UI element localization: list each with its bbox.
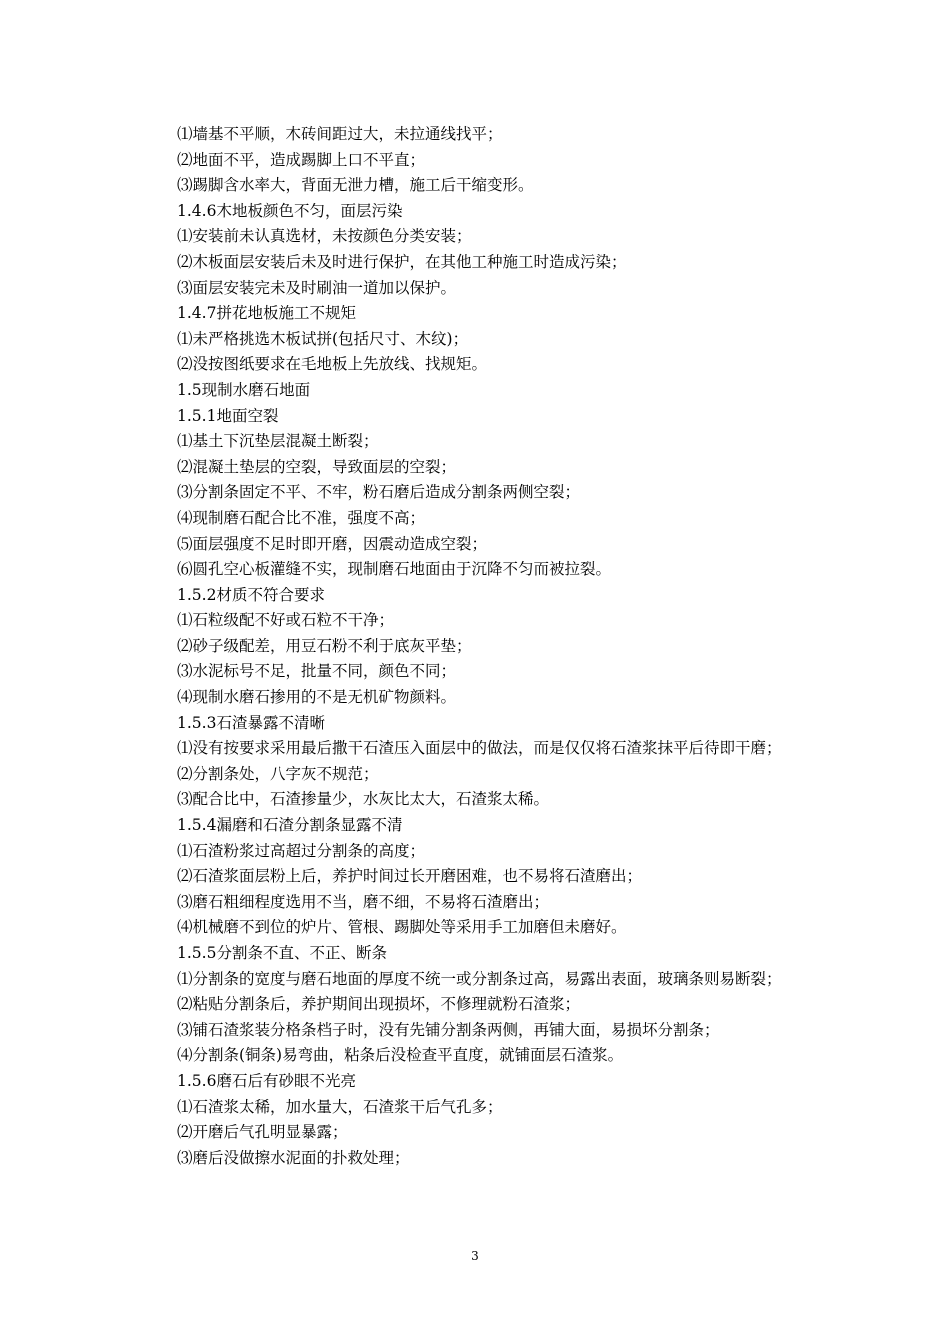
section-heading: 1.5.2材质不符合要求 [177,585,325,604]
text-line: ⑵砂子级配差，用豆石粉不利于底灰平垫； [177,636,472,655]
text-line: ⑵开磨后气孔明显暴露； [177,1123,348,1142]
text-line: ⑶配合比中，石渣掺量少，水灰比太大，石渣浆太稀。 [177,790,550,809]
section-heading: 1.4.6木地板颜色不匀，面层污染 [177,201,403,220]
text-line: ⑴未严格挑选木板试拼(包括尺寸、木纹)； [177,329,469,348]
text-line: ⑶磨后没做擦水泥面的扑救处理； [177,1148,410,1167]
section-heading: 1.5.4漏磨和石渣分割条显露不清 [177,816,403,835]
text-line: ⑵石渣浆面层粉上后，养护时间过长开磨困难，也不易将石渣磨出； [177,867,643,886]
section-heading: 1.5.1地面空裂 [177,406,279,425]
text-line: ⑵混凝土垫层的空裂，导致面层的空裂； [177,457,457,476]
section-heading: 1.5.5分割条不直、不正、断条 [177,944,387,962]
text-line: ⑶水泥标号不足，批量不同，颜色不同； [177,662,457,681]
section-heading: 1.4.7拼花地板施工不规矩 [177,304,356,323]
text-line: ⑶铺石渣浆装分格条档子时，没有先铺分割条两侧，再铺大面，易损坏分割条； [177,1020,720,1039]
text-line: ⑴基土下沉垫层混凝土断裂； [177,432,379,451]
text-line: ⑵分割条处，八字灰不规范； [177,764,379,783]
text-line: ⑸面层强度不足时即开磨，因震动造成空裂； [177,534,488,553]
text-line: ⑶踢脚含水率大，背面无泄力槽，施工后干缩变形。 [177,176,534,195]
text-line: ⑷现制水磨石掺用的不是无机矿物颜料。 [177,688,457,707]
page-number: 3 [471,1249,479,1263]
text-line: ⑴墙基不平顺，木砖间距过大，未拉通线找平； [177,125,503,143]
text-line: ⑷现制磨石配合比不准，强度不高； [177,508,426,527]
body-text [145,122,810,1171]
text-line: ⑵粘贴分割条后，养护期间出现损坏，不修理就粉石渣浆； [177,995,581,1014]
text-line: ⑴没有按要求采用最后撒干石渣压入面层中的做法，而是仅仅将石渣浆抹平后待即干磨； [177,739,782,758]
text-line: ⑴石渣浆太稀，加水量大，石渣浆干后气孔多； [177,1097,503,1116]
text-line: ⑴分割条的宽度与磨石地面的厚度不统一或分割条过高，易露出表面，玻璃条则易断裂； [177,969,782,988]
text-line: ⑴安装前未认真选材，未按颜色分类安装； [177,227,472,246]
text-line: ⑹圆孔空心板灌缝不实，现制磨石地面由于沉降不匀而被拉裂。 [177,560,612,579]
section-heading: 1.5.3石渣暴露不清晰 [177,713,325,732]
section-heading: 1.5.6磨石后有砂眼不光亮 [177,1071,356,1090]
text-line: ⑶分割条固定不平、不牢，粉石磨后造成分割条两侧空裂； [177,483,581,502]
text-line: ⑴石渣粉浆过高超过分割条的高度； [177,841,426,860]
section-heading: 1.5现制水磨石地面 [177,380,311,399]
text-line: ⑷机械磨不到位的炉片、管根、踢脚处等采用手工加磨但未磨好。 [177,918,627,937]
text-line: ⑷分割条(铜条)易弯曲，粘条后没检查平直度，就铺面层石渣浆。 [177,1046,624,1065]
text-line: ⑵地面不平，造成踢脚上口不平直； [177,150,426,169]
text-line: ⑵没按图纸要求在毛地板上先放线、找规矩。 [177,355,488,374]
text-line: ⑵木板面层安装后未及时进行保护，在其他工种施工时造成污染； [177,252,627,271]
text-line: ⑶磨石粗细程度选用不当，磨不细，不易将石渣磨出； [177,892,550,911]
text-line: ⑴石粒级配不好或石粒不干净； [177,611,395,630]
text-line: ⑶面层安装完未及时刷油一道加以保护。 [177,278,457,297]
